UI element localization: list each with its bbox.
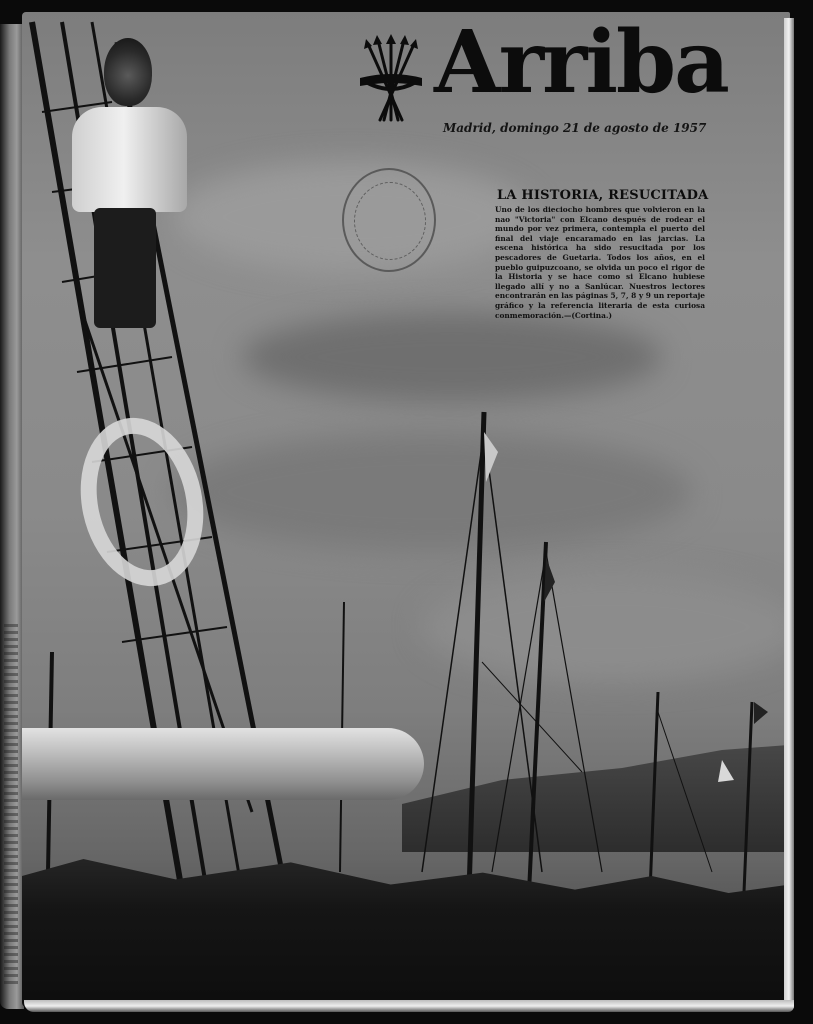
caption-headline: LA HISTORIA, RESUCITADA — [497, 188, 709, 203]
newspaper-title: Arriba — [434, 12, 728, 113]
flag — [754, 702, 768, 724]
newspaper-page — [22, 12, 790, 1008]
mast — [650, 692, 658, 892]
sailor-head — [104, 38, 152, 106]
dateline: Madrid, domingo 21 de agosto de 1957 — [443, 121, 707, 135]
sailor-legs — [94, 208, 156, 328]
sailor-shirt — [72, 107, 187, 212]
ship-boom — [22, 728, 424, 800]
flag — [484, 432, 498, 482]
rope — [546, 552, 602, 872]
rope — [484, 432, 542, 872]
rope — [482, 662, 582, 772]
library-stamp — [342, 168, 436, 272]
page-edge — [784, 18, 794, 1008]
flag — [718, 760, 734, 782]
mast — [744, 702, 752, 892]
binding-edge — [0, 24, 24, 1009]
caption-body: Uno de los dieciocho hombres que volvieron en la nao "Victoria" con Elcano después de rodear el mundo por vez primera, contempla el puerto del final del viaje encaramado en las jarcias. La escena histórica ha sido resucitada por los pescadores de Guetaria. Todos los años, en el pueblo guipuzcoano, se olvida un poco el rigor de la Historia y se hace como si Elcano hubiese llegado allí y no a Sanlúcar. Nuestros lectores encontrarán en las páginas 5, 7, 8 y 9 un reportaje gráfico y la referencia literaria de esta curiosa conmemoración.—(Cortina.) — [495, 205, 705, 320]
page-bottom-edge — [24, 1000, 794, 1012]
yoke-and-arrows-emblem — [356, 34, 426, 126]
rope — [658, 712, 712, 872]
facing-page-text — [4, 624, 18, 984]
